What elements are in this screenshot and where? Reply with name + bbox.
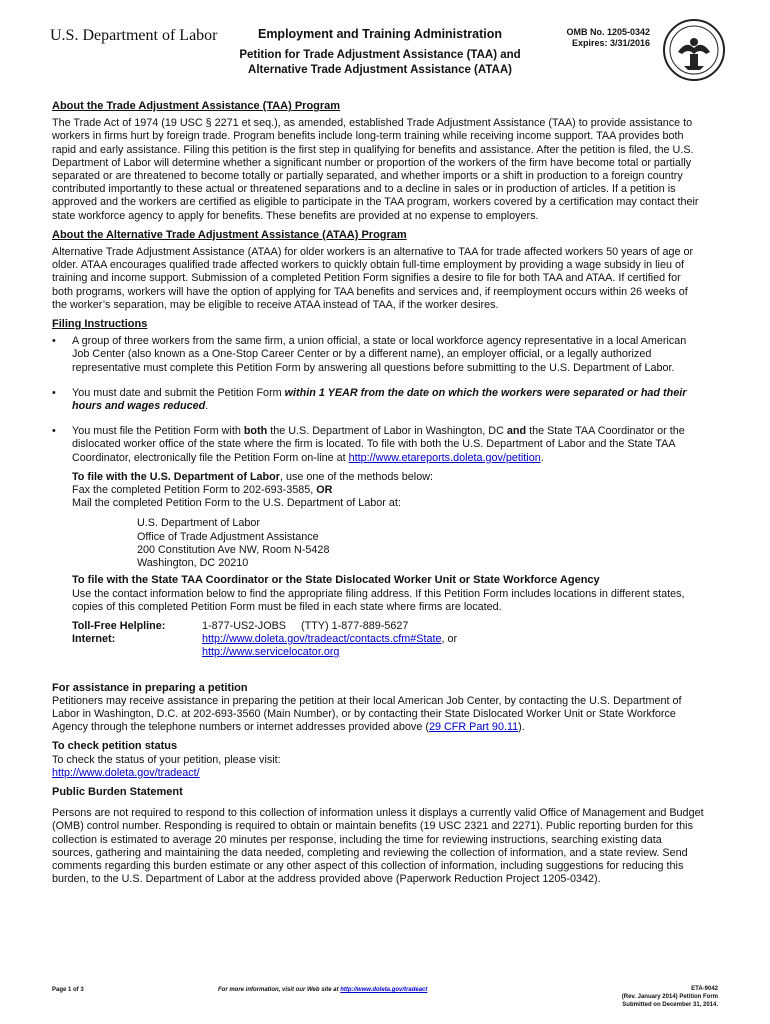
form-id-block (622, 985, 718, 1009)
page-number: Page 1 of 3 (52, 987, 84, 993)
state-contacts-link[interactable]: http://www.doleta.gov/tradeact/contacts.cfm#State (202, 633, 442, 646)
form-header (230, 27, 530, 78)
burden-heading: Public Burden Statement (52, 785, 183, 798)
petition-online-link[interactable]: http://www.etareports.doleta.gov/petition (348, 451, 541, 464)
cfr-link[interactable]: 29 CFR Part 90.11 (428, 721, 519, 734)
form-id: ETA-9042 (691, 986, 718, 992)
address-line: Office of Trade Adjustment Assistance (137, 530, 319, 543)
filing-list (52, 335, 704, 465)
bullet-icon: • (52, 335, 56, 348)
dol-filing-block (52, 471, 704, 660)
dol-seal-icon (662, 18, 726, 82)
form-title-line-1: Petition for Trade Adjustment Assistance (TAA) and (239, 49, 521, 61)
omb-expiration: Expires: 3/31/2016 (571, 38, 650, 48)
list-item (52, 425, 704, 465)
burden-text: Persons are not required to respond to this collection of information unless it displays a currently valid Office of Management and Budget (OMB) control number. Responding is required to obtain or maintain benefits (19 USC 2321 and 2271). Public reporting burden for this collection is estimated to average 20 minutes per response, including the time for reviewing instructions, searching existing data sources, gathering and maintaining the data needed, completing and reviewing the collection of information, and a state review. Send comments regarding this burden estimate or any other aspect of this collection of information, including suggestions for reducing this burden, to the U.S. Department of Labor at the address provided above (Paperwork Reduction Project 1205-0342). (52, 807, 704, 886)
ataa-text: Alternative Trade Adjustment Assistance (ATAA) for older workers is an alternative to TAA for trade affected workers 50 years of age or older. ATAA encourages qualified trade affected workers to quickly obtain full-time employment by providing a wage subsidy in lieu of training and income support. Submission of a completed Petition Form signifies a desire to file for both TAA and ATAA. If certified for both programs, workers will have the option of applying for TAA benefits and services and, if reemployment occurs within 26 weeks of the worker’s separation, may be eligible to receive ATAA instead of TAA, if the worker desires. (52, 246, 694, 311)
internet-links: http://www.doleta.gov/tradeact/contacts.cfm#State, or http://www.servicelocator.org (202, 633, 458, 659)
helpline-label: Toll-Free Helpline: (72, 619, 166, 632)
state-filing-text: Use the contact information below to find the appropriate filing address. If this Petition Form includes locations in different states, copies of this completed Petition Form must be filed in each state where firms are located. (72, 587, 685, 613)
form-title-line-2: Alternative Trade Adjustment Assistance (ATAA) (248, 64, 512, 76)
taa-heading: About the Trade Adjustment Assistance (TAA) Program (52, 100, 341, 112)
mail-instruction: Mail the completed Petition Form to the U.S. Department of Labor at: (72, 497, 401, 510)
internet-row (72, 633, 704, 659)
bullet-icon: • (52, 386, 56, 399)
status-section (52, 740, 704, 780)
form-title (230, 48, 530, 78)
filing-heading: Filing Instructions (52, 318, 148, 331)
helpline-value: 1-877-US2-JOBS (TTY) 1-877-889-5627 (202, 619, 409, 632)
assist-heading: For assistance in preparing a petition (52, 681, 248, 694)
list-item (52, 387, 704, 413)
filing-section (52, 318, 704, 659)
form-revision: (Rev. January 2014) Petition Form (621, 994, 718, 1000)
filing-bullet-1: A group of three workers from the same firm, a union official, a state or local workforce agency representative in a local American Job Center (also known as a One-Stop Career Center or by a different name), an employer official, or a legally authorized representative must complete this Petition Form by answering all questions before submitting to the U.S. Department of Labor. (72, 335, 687, 374)
dol-filing-heading: To file with the U.S. Department of Labor, use one of the methods below: (72, 470, 434, 483)
taa-section (52, 100, 704, 223)
bullet-icon: • (52, 425, 56, 438)
omb-number: OMB No. 1205-0342 (566, 27, 650, 37)
address-line: U.S. Department of Labor (137, 517, 261, 530)
helpline-row (72, 620, 704, 633)
status-text: To check the status of your petition, please visit: (52, 753, 281, 766)
ataa-heading: About the Alternative Trade Adjustment Assistance (ATAA) Program (52, 228, 407, 241)
list-item (52, 335, 704, 375)
document-body (52, 100, 704, 892)
more-info: For more information, visit our Web site at http://www.doleta.gov/tradeact (218, 987, 428, 993)
state-filing-heading: To file with the State TAA Coordinator or the State Dislocated Worker Unit or State Workforce Agency (72, 574, 600, 587)
status-link[interactable]: http://www.doleta.gov/tradeact/ (52, 766, 200, 779)
mailing-address (72, 517, 704, 570)
assist-section (52, 682, 704, 735)
internet-label: Internet: (72, 633, 116, 646)
assist-text: Petitioners may receive assistance in preparing the petition at their local American Job Center, by contacting the U.S. Department of Labor in Washington, D.C. at 202-693-3560 (Main Number), or by contacting their State Dislocated Worker Unit or State Workforce Agency through the telephone numbers or internet addresses provided above (29 CFR Part 90.11). (52, 694, 682, 734)
filing-bullet-2: You must date and submit the Petition Form within 1 YEAR from the date on which the workers were separated or had their hours and wages reduced. (72, 386, 687, 413)
filing-bullet-3: You must file the Petition Form with both the U.S. Department of Labor in Washington, DC and the State TAA Coordinator or the dislocated worker office of the state where the firm is located. To file with both the U.S. Department of Labor and the State TAA Coordinator, electronically file the Petition Form on-line at http://www.etareports.doleta.gov/petition. (72, 425, 685, 464)
burden-section (52, 786, 704, 886)
fax-instruction: Fax the completed Petition Form to 202-693-3585, OR (72, 484, 333, 497)
department-name: U.S. Department of Labor (50, 27, 218, 44)
form-submitted: Submitted on December 31, 2014. (622, 1002, 718, 1008)
service-locator-link[interactable]: http://www.servicelocator.org (202, 646, 340, 659)
agency-name: Employment and Training Administration (257, 27, 502, 41)
taa-text: The Trade Act of 1974 (19 USC § 2271 et seq.), as amended, established Trade Adjustment Assistance (TAA) to provide assistance to workers in firms hurt by foreign trade. Program benefits include long-term training while receiving income support. TAA provides both rapid and early assistance. Filing this petition is the first step in qualifying for benefits and assistance. After the petition is filed, the U.S. Department of Labor will determine whether a significant number or proportion of the workers of the firm have become total or partially separated or are threatened to become totally or partially separated, and whether imports or a shift in production to a foreign country contributed importantly to these actual or threatened separations and to a decline in sales or in production of articles. If a petition is approved and the workers are certified as eligible to participate in the TAA program, workers covered by a certification may contact their state workforce agency to apply for benefits. These benefits are provided at no expense to employers. (52, 117, 699, 222)
address-line: 200 Constitution Ave NW, Room N-5428 (137, 543, 330, 556)
status-heading: To check petition status (52, 740, 178, 753)
omb-info (560, 27, 650, 49)
address-line: Washington, DC 20210 (137, 557, 249, 570)
tradeact-link[interactable]: http://www.doleta.gov/tradeact (340, 987, 428, 993)
ataa-section (52, 229, 704, 312)
